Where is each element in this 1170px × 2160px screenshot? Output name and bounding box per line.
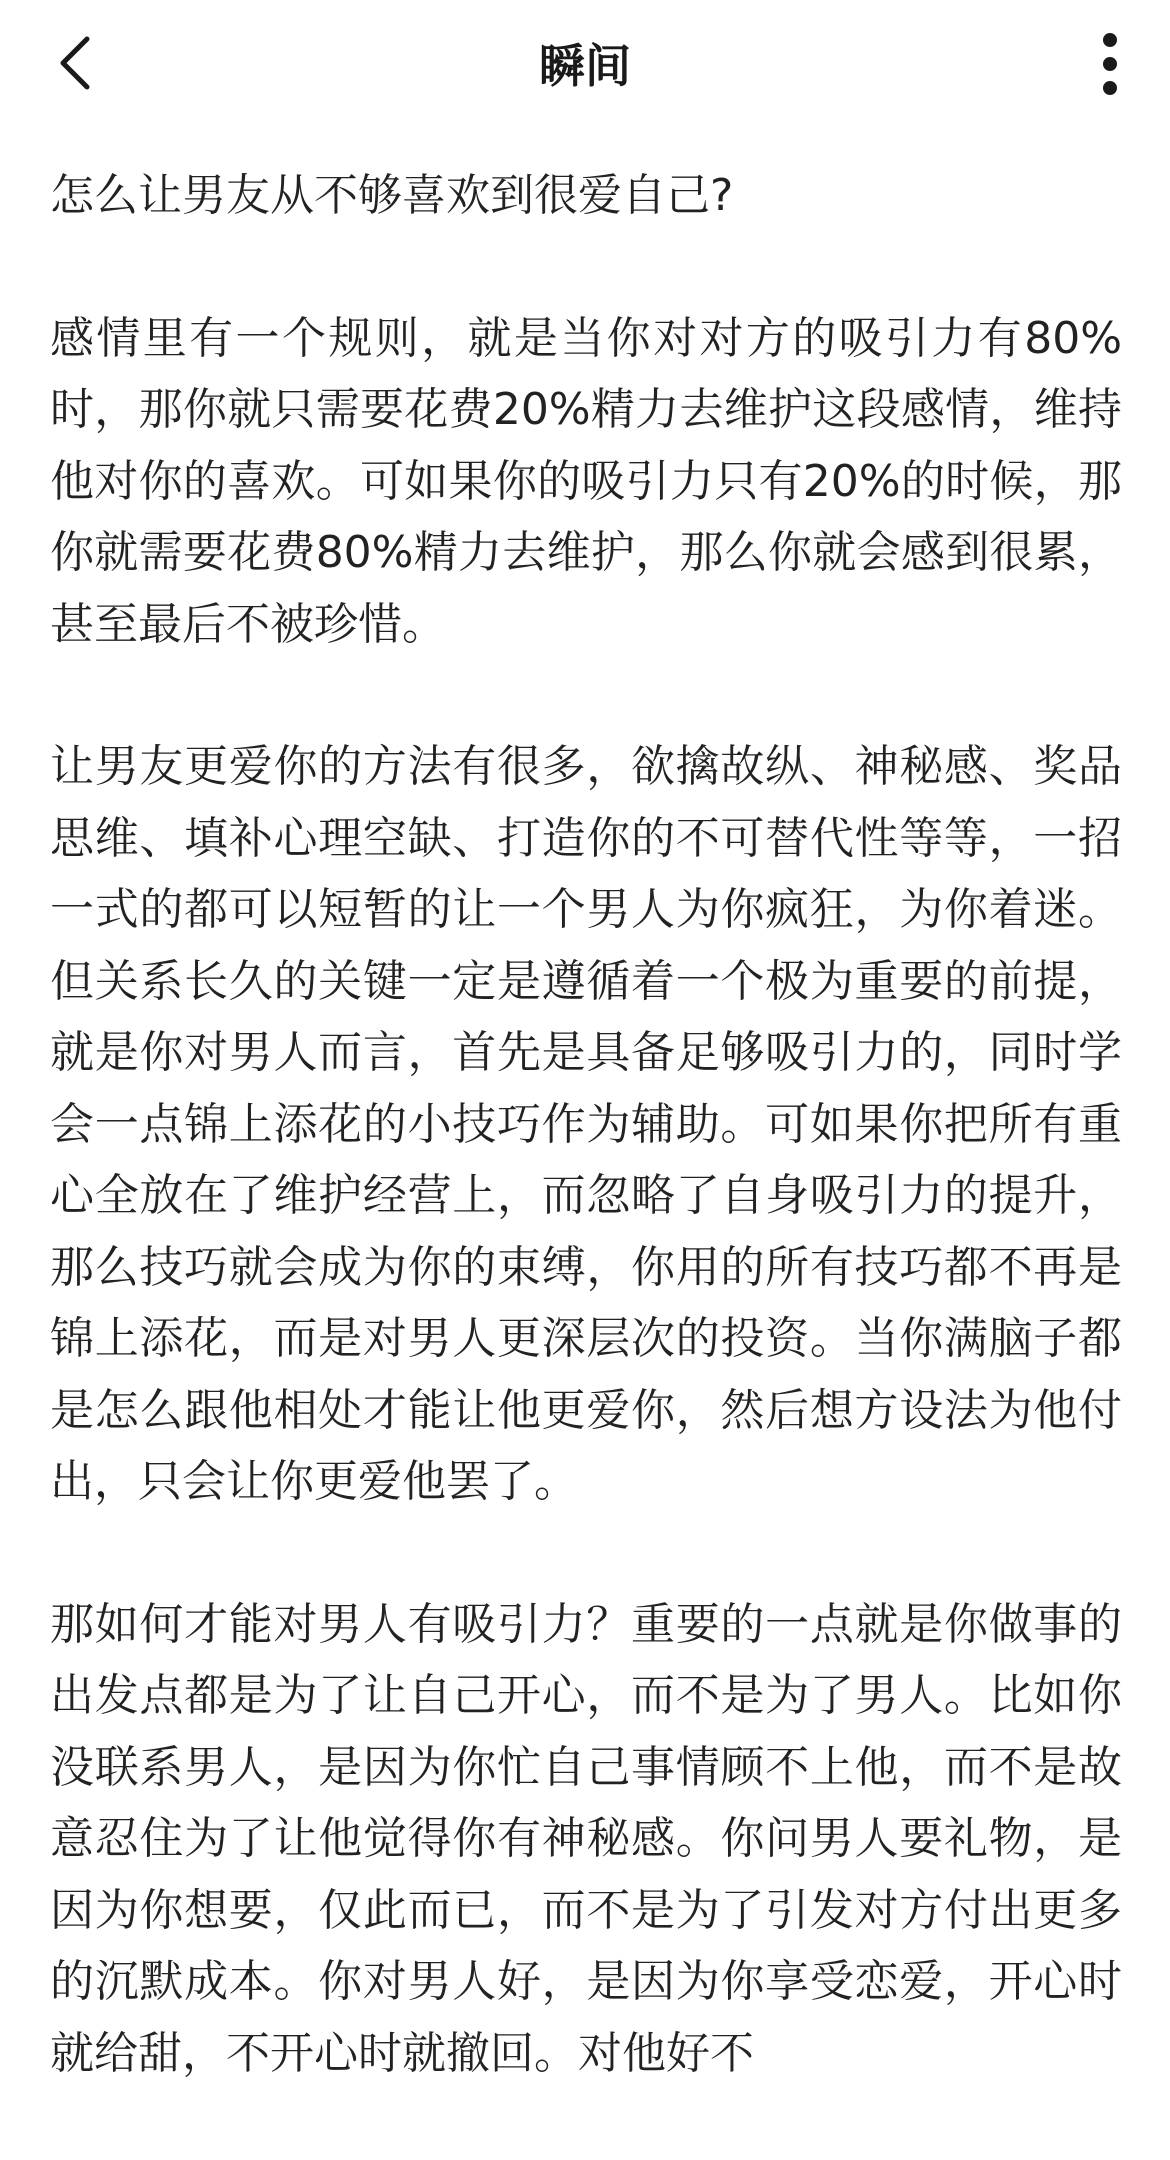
article-paragraph: 感情里有一个规则，就是当你对对方的吸引力有80%时，那你就只需要花费20%精力去维护这段感情，维持他对你的喜欢。可如果你的吸引力只有20%的时候，那你就需要花费80%精力去维护，那么你就会感到很累，甚至最后不被珍惜。 <box>50 312 1122 650</box>
article-body <box>50 160 1122 2160</box>
article-question: 怎么让男友从不够喜欢到很爱自己? <box>50 170 734 221</box>
article-paragraph: 那如何才能对男人有吸引力？重要的一点就是你做事的出发点都是为了让自己开心，而不是为了男人。比如你没联系男人，是因为你忙自己事情顾不上他，而不是故意忍住为了让他觉得你有神秘感。你问男人要礼物，是因为你想要，仅此而已，而不是为了引发对方付出更多的沉默成本。你对男人好，是因为你享受恋爱，开心时就给甜，不开心时就撤回。对他好不 <box>50 1598 1122 2079</box>
top-navigation-bar <box>0 0 1170 130</box>
article-paragraph: 让男友更爱你的方法有很多，欲擒故纵、神秘感、奖品思维、填补心理空缺、打造你的不可替代性等等，一招一式的都可以短暂的让一个男人为你疯狂，为你着迷。但关系长久的关键一定是遵循着一个极为重要的前提，就是你对男人而言，首先是具备足够吸引力的，同时学会一点锦上添花的小技巧作为辅助。可如果你把所有重心全放在了维护经营上，而忽略了自身吸引力的提升，那么技巧就会成为你的束缚，你用的所有技巧都不再是锦上添花，而是对男人更深层次的投资。当你满脑子都是怎么跟他相处才能让他更爱你，然后想方设法为他付出，只会让你更爱他罢了。 <box>50 741 1122 1507</box>
page-title: 瞬间 <box>539 39 631 93</box>
more-options-button[interactable] <box>1080 28 1140 104</box>
more-vertical-icon <box>1100 32 1120 100</box>
